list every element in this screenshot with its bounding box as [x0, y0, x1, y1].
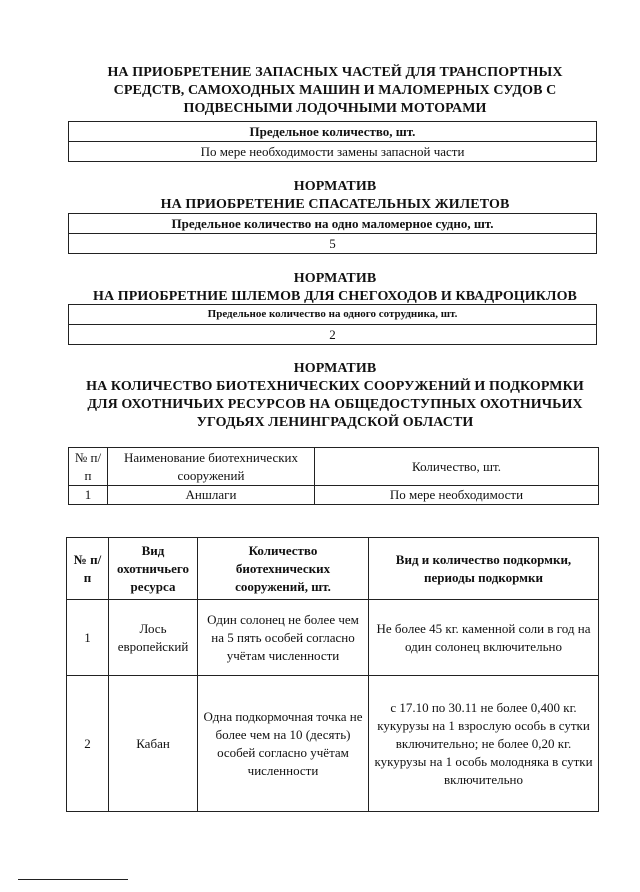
title-line: УГОДЬЯХ ЛЕНИНГРАДСКОЙ ОБЛАСТИ: [196, 415, 474, 430]
table-value: По мере необходимости замены запасной части: [69, 141, 596, 161]
cell-quantity: По мере необходимости: [315, 486, 599, 505]
section3-title: [60, 270, 610, 306]
title-line: НА ПРИОБРЕТЕНИЕ ЗАПАСНЫХ ЧАСТЕЙ ДЛЯ ТРАНСПОРТНЫХ: [107, 65, 563, 80]
title-line: НА ПРИОБРЕТЕНИЕ СПАСАТЕЛЬНЫХ ЖИЛЕТОВ: [160, 197, 510, 212]
spare-parts-norm-table: [68, 121, 597, 162]
cell-number: 1: [69, 486, 108, 505]
cell-number: 1: [67, 600, 109, 676]
col-header-resource-type: Вид охотничьего ресурса: [109, 538, 198, 600]
biotech-structures-table: [68, 447, 599, 505]
cell-number: 2: [67, 676, 109, 812]
title-line: НОРМАТИВ: [293, 361, 377, 376]
table-row: [67, 600, 599, 676]
col-header-quantity: Количество, шт.: [315, 448, 599, 486]
cell-resource-type: Лось европейский: [109, 600, 198, 676]
table-value: 2: [69, 324, 596, 344]
col-header-number: № п/п: [69, 448, 108, 486]
col-header-feed-type: Вид и количество подкормки, периоды подкормки: [369, 538, 599, 600]
title-line: НОРМАТИВ: [293, 179, 377, 194]
title-line: СРЕДСТВ, САМОХОДНЫХ МАШИН И МАЛОМЕРНЫХ СУДОВ С: [113, 83, 557, 98]
cell-feed-type: с 17.10 по 30.11 не более 0,400 кг. кукурузы на 1 взрослую особь в сутки включительно; не более 0,20 кг. кукурузы на 1 особь молодняка в сутки включительно: [369, 676, 599, 812]
title-line: НА ПРИОБРЕТНИЕ ШЛЕМОВ ДЛЯ СНЕГОХОДОВ И КВАДРОЦИКЛОВ: [92, 289, 577, 304]
cell-structures-count: Одна подкормочная точка не более чем на 10 (десять) особей согласно учётам численности: [198, 676, 369, 812]
helmets-norm-table: [68, 304, 597, 345]
table-header: Предельное количество на одно маломерное судно, шт.: [171, 216, 494, 231]
cell-resource-type: Кабан: [109, 676, 198, 812]
table-value: 5: [69, 233, 596, 253]
title-line: НА КОЛИЧЕСТВО БИОТЕХНИЧЕСКИХ СООРУЖЕНИЙ И ПОДКОРМКИ: [86, 379, 584, 394]
title-line: ДЛЯ ОХОТНИЧЬИХ РЕСУРСОВ НА ОБЩЕДОСТУПНЫХ ОХОТНИЧЬИХ: [87, 397, 583, 412]
col-header-number: № п/п: [67, 538, 109, 600]
title-line: ПОДВЕСНЫМИ ЛОДОЧНЫМИ МОТОРАМИ: [183, 101, 487, 116]
section4-title: [60, 360, 610, 432]
table-row: [69, 486, 599, 505]
col-header-structures-count: Количество биотехнических сооружений, шт.: [198, 538, 369, 600]
footer-divider: [18, 879, 128, 880]
title-line: НОРМАТИВ: [293, 271, 377, 286]
cell-structures-count: Один солонец не более чем на 5 пять особей согласно учётам численности: [198, 600, 369, 676]
section1-title: [60, 64, 610, 118]
feeding-norm-table: [66, 537, 599, 812]
table-header: Предельное количество на одного сотрудника, шт.: [207, 308, 458, 320]
section2-title: [60, 178, 610, 214]
table-header: Предельное количество, шт.: [249, 124, 416, 139]
col-header-structure-name: Наименование биотехнических сооружений: [108, 448, 315, 486]
cell-feed-type: Не более 45 кг. каменной соли в год на один солонец включительно: [369, 600, 599, 676]
life-vests-norm-table: [68, 213, 597, 254]
cell-structure-name: Аншлаги: [108, 486, 315, 505]
table-row: [67, 676, 599, 812]
